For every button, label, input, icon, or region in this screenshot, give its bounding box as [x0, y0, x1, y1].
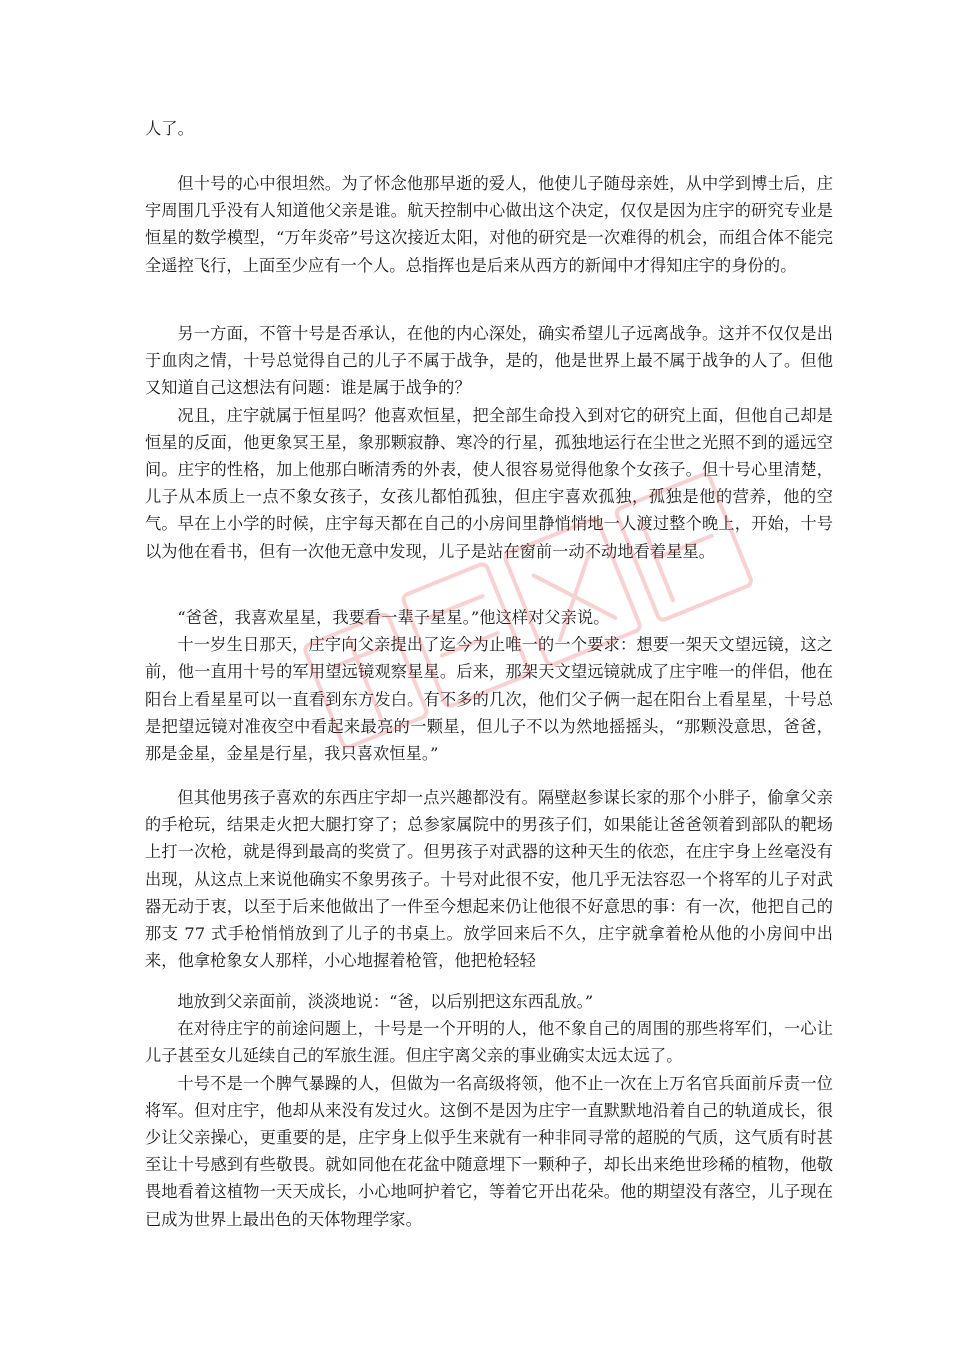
paragraph-block: [145, 604, 833, 767]
paragraph-block: [145, 320, 833, 565]
paragraph-continuation: [145, 115, 833, 142]
paragraph: 在对待庄宇的前途问题上，十号是一个开明的人，他不象自己的周围的那些将军们，一心让儿子甚至女儿延续自己的军旅生涯。但庄宇离父亲的事业确实太远太远了。: [145, 1019, 833, 1066]
paragraph: 地放到父亲面前，淡淡地说：“爸，以后别把这东西乱放。”: [177, 992, 594, 1011]
paragraph: 况且，庄宇就属于恒星吗？他喜欢恒星，把全部生命投入到对它的研究上面，但他自己却是恒星的反面，他更象冥王星，象那颗寂静、寒冷的行星，孤独地运行在尘世之光照不到的遥远空间。庄宇的性格，加上他那白晰清秀的外表，使人很容易觉得他象个女孩子。但十号心里清楚，儿子从本质上一点不象女孩子，女孩儿都怕孤独，但庄宇喜欢孤独，孤独是他的营养，他的空气。早在上小学的时候，庄宇每天都在自己的小房间里静悄悄地一人渡过整个晚上，开始，十号以为他在看书，但有一次他无意中发现，儿子是站在窗前一动不动地看着星星。: [145, 405, 833, 561]
paragraph-block: [145, 988, 833, 1233]
paragraph: 十一岁生日那天，庄宇向父亲提出了迄今为止唯一的一个要求：想要一架天文望远镜，这之前，他一直用十号的军用望远镜观察星星。后来，那架天文望远镜就成了庄宇唯一的伴侣，他在阳台上看星星可以一直看到东方发白。有不多的几次，他们父子俩一起在阳台上看星星，十号总是把望远镜对准夜空中看起来最亮的一颗星，但儿子不以为然地摇摇头，“那颗没意思，爸爸，那是金星，金星是行星，我只喜欢恒星。”: [145, 635, 833, 764]
paragraph-block: [145, 784, 833, 974]
paragraph: 十号不是一个脾气暴躁的人，但做为一名高级将领，他不止一次在上万名官兵面前斥责一位将军。但对庄宇，他却从来没有发过火。这倒不是因为庄宇一直默默地沿着自己的轨道成长，很少让父亲操心，更重要的是，庄宇身上似乎生来就有一种非同寻常的超脱的气质，这气质有时甚至让十号感到有些敬畏。就如同他在花盆中随意埋下一颗种子，却长出来绝世珍稀的植物，他敬畏地看着这植物一天天成长，小心地呵护着它，等着它开出花朵。他的期望没有落空，儿子现在已成为世界上最出色的天体物理学家。: [145, 1073, 833, 1229]
paragraph: 但其他男孩子喜欢的东西庄宇却一点兴趣都没有。隔壁赵参谋长家的那个小胖子，偷拿父亲的手枪玩，结果走火把大腿打穿了；总参家属院中的男孩子们，如果能让爸爸领着到部队的靶场上打一次枪，就是得到最高的奖赏了。但男孩子对武器的这种天生的依恋，在庄宇身上丝毫没有出现，从这点上来说他确实不象男孩子。十号对此很不安，他几乎无法容忍一个将军的儿子对武器无动于衷，以至于后来他做出了一件至今想起来仍让他很不好意思的事：有一次，他把自己的那支 77 式手枪悄悄放到了儿子的书桌上。放学回来后不久，庄宇就拿着枪从他的小房间中出来，他拿枪象女人那样，小心地握着枪管，他把枪轻轻: [145, 788, 833, 971]
paragraph-block: [145, 170, 833, 279]
paragraph: “爸爸，我喜欢星星，我要看一辈子星星。”他这样对父亲说。: [177, 608, 610, 627]
paragraph: 人了。: [145, 119, 194, 138]
paragraph: 但十号的心中很坦然。为了怀念他那早逝的爱人，他使儿子随母亲姓，从中学到博士后，庄宇周围几乎没有人知道他父亲是谁。航天控制中心做出这个决定，仅仅是因为庄宇的研究专业是恒星的数学模型，“万年炎帝”号这次接近太阳，对他的研究是一次难得的机会，而组合体不能完全遥控飞行，上面至少应有一个人。总指挥也是后来从西方的新闻中才得知庄宇的身份的。: [145, 174, 833, 275]
paragraph: 另一方面，不管十号是否承认，在他的内心深处，确实希望儿子远离战争。这并不仅仅是出于血肉之情，十号总觉得自己的儿子不属于战争，是的，他是世界上最不属于战争的人了。但他又知道自己这想法有问题：谁是属于战争的？: [145, 324, 833, 398]
